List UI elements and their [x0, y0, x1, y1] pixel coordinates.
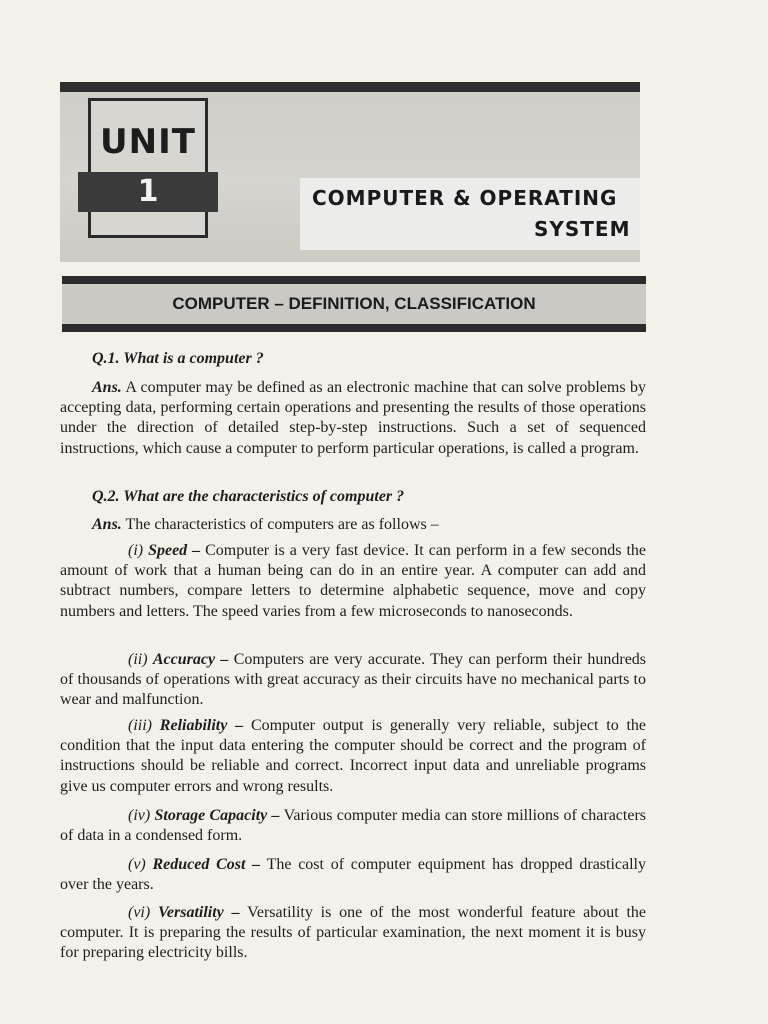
unit-box [88, 98, 208, 238]
item-number: (iv) [128, 807, 151, 824]
section-title: COMPUTER – DEFINITION, CLASSIFICATION [172, 294, 536, 313]
answer-2-text: The characteristics of computers are as follows – [125, 516, 439, 533]
item-number: (ii) [128, 651, 148, 668]
unit-label: UNIT [100, 122, 196, 162]
answer-1-label: Ans. [92, 379, 122, 396]
item-text: The cost of computer equipment has dropped drastically over the years. [60, 856, 647, 894]
unit-title-line-2: SYSTEM [534, 217, 631, 241]
item-name: Versatility – [158, 904, 240, 921]
item-number: (vi) [128, 904, 151, 921]
characteristic-speed [60, 541, 646, 622]
answer-1 [60, 378, 646, 459]
question-1: Q.1. What is a computer ? [92, 350, 264, 367]
answer-1-text: A computer may be defined as an electronic machine that can solve problems by accepting data, performing certain operations and presenting the results of those operations under the direction of detailed step-by-step instructions. Such a set of sequenced instructions, which cause a computer to perform particular operations, is called a program. [60, 379, 646, 457]
item-number: (i) [128, 542, 144, 559]
item-text: Various computer media can store millions of characters of data in a condensed form. [60, 807, 647, 845]
item-text: Computer is a very fast device. It can perform in a few seconds the amount of work that a human being can do in an entire year. A computer can add and subtract numbers, compare letters to determine alphabetic sequence, move and copy numbers and letters. The speed varies from a few microseconds to nanoseconds. [60, 542, 646, 620]
item-text: Versatility is one of the most wonderful feature about the computer. It is preparing the results of particular examination, the next moment it is busy for preparing electricity bills. [60, 904, 647, 962]
answer-2-label: Ans. [92, 516, 122, 533]
item-number: (v) [128, 856, 146, 873]
question-2: Q.2. What are the characteristics of computer ? [92, 488, 405, 505]
item-name: Reduced Cost – [152, 856, 261, 873]
characteristic-reduced-cost [60, 855, 646, 895]
item-text: Computers are very accurate. They can perform their hundreds of thousands of operations with great accuracy as their circuits have no mechanical parts to wear and malfunction. [60, 651, 647, 709]
answer-2 [60, 515, 646, 535]
characteristic-versatility [60, 903, 646, 964]
item-name: Reliability – [159, 717, 244, 734]
unit-number: 1 [137, 174, 159, 209]
item-text: Computer output is generally very reliable, subject to the condition that the input data entering the computer should be correct and the program of instructions should be reliable and correct. Incorrect input data and unreliable programs give us computer errors and wrong results. [60, 717, 647, 795]
item-number: (iii) [128, 717, 152, 734]
unit-title-line-1: COMPUTER & OPERATING [312, 186, 618, 210]
item-name: Speed – [148, 542, 201, 559]
characteristic-reliability [60, 716, 646, 797]
characteristic-storage-capacity [60, 806, 646, 846]
item-name: Storage Capacity – [154, 807, 280, 824]
characteristic-accuracy [60, 650, 646, 711]
item-name: Accuracy – [152, 651, 229, 668]
